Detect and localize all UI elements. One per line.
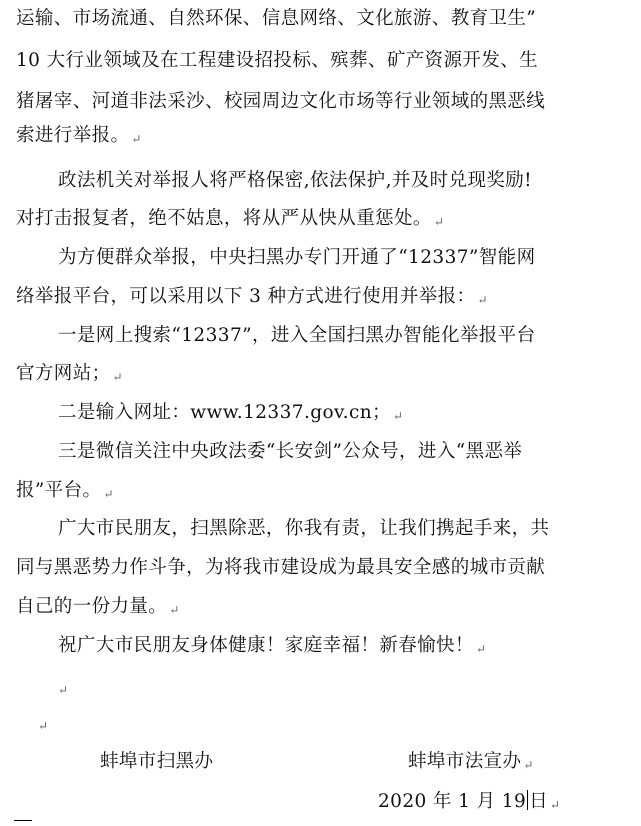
text-line: 10 大行业领域及在工程建设招投标、殡葬、矿产资源开发、生: [16, 50, 539, 71]
text-line: 为方便群众举报，中央扫黑办专门开通了“12337”智能网: [58, 247, 536, 268]
paragraph-mark-icon: ↵: [523, 758, 534, 772]
text-line: 对打击报复者，绝不姑息，将从严从快从重惩处。 ↵: [16, 208, 445, 229]
paragraph-mark-icon: ↵: [112, 370, 123, 384]
signature-date: 2020 年 1 月 19 日 ↵: [378, 791, 561, 812]
text-line: 络举报平台，可以采用以下 3 种方式进行使用并举报： ↵: [16, 286, 488, 307]
text-line: 报”平台。 ↵: [16, 480, 114, 501]
signature-right: 蚌埠市法宣办 ↵: [408, 751, 534, 772]
paragraph-mark-icon: ↵: [477, 293, 488, 307]
text-line: 同与黑恶势力作斗争，为将我市建设成为最具安全感的城市贡献: [16, 557, 546, 578]
text-line: 三是微信关注中央政法委“长安剑”公众号，进入“黑恶举: [58, 441, 523, 462]
text-line: 自己的一份力量。 ↵: [16, 596, 180, 617]
paragraph-mark-icon: ↵: [169, 603, 180, 617]
paragraph-mark-icon: ↵: [38, 719, 49, 733]
paragraph-mark-icon: ↵: [550, 798, 561, 812]
paragraph-mark-icon: ↵: [131, 132, 142, 146]
text-line: 政法机关对举报人将严格保密,依法保护,并及时兑现奖励!: [58, 170, 532, 191]
text-line: 祝广大市民朋友身体健康！家庭幸福！新春愉快！ ↵: [58, 635, 487, 656]
text-line: 二是输入网址：www.12337.gov.cn； ↵: [58, 402, 404, 423]
paragraph-mark-icon: ↵: [392, 409, 404, 423]
paragraph-mark-icon: ↵: [433, 215, 445, 229]
signature-left: 蚌埠市扫黑办: [100, 751, 214, 772]
text-cursor: [527, 790, 528, 810]
text-line: 一是网上搜索“12337”，进入全国扫黑办智能化举报平台: [58, 325, 536, 346]
text-line: 猪屠宰、河道非法采沙、校园周边文化市场等行业领域的黑恶线: [16, 91, 546, 112]
text-line: 运输、市场流通、自然环保、信息网络、文化旅游、教育卫生”: [16, 8, 537, 29]
text-line: 官方网站； ↵: [16, 363, 123, 384]
text-line: 广大市民朋友，扫黑除恶，你我有责，让我们携起手来，共: [58, 518, 550, 539]
paragraph-mark-icon: ↵: [58, 683, 69, 697]
paragraph-mark-icon: ↵: [103, 487, 114, 501]
page-corner-mark: [14, 820, 32, 821]
text-line: 索进行举报。 ↵: [16, 125, 142, 146]
paragraph-mark-icon: ↵: [475, 642, 487, 656]
